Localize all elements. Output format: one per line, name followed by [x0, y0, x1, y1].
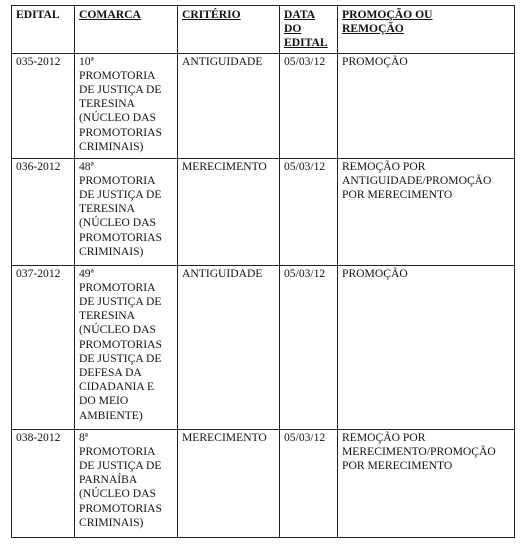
- cell-criterio: MERECIMENTO: [178, 158, 280, 265]
- header-data-do-edital: DATA DO EDITAL: [280, 6, 338, 54]
- cell-edital: 037-2012: [12, 265, 75, 429]
- cell-criterio: MERECIMENTO: [178, 429, 280, 537]
- cell-promocao: REMOÇÃO POR ANTIGUIDADE/PROMOÇÃO POR MERECIMENTO: [338, 158, 515, 265]
- cell-comarca: 10ª PROMOTORIA DE JUSTIÇA DE TERESINA (NÚCLEO DAS PROMOTORIAS CRIMINAIS): [75, 53, 178, 158]
- cell-promocao: REMOÇÃO POR MERECIMENTO/PROMOÇÃO POR MERECIMENTO: [338, 429, 515, 537]
- table-row: [12, 158, 515, 265]
- table-row: [12, 265, 515, 429]
- cell-criterio: ANTIGUIDADE: [178, 265, 280, 429]
- cell-comarca: 49ª PROMOTORIA DE JUSTIÇA DE TERESINA (NÚCLEO DAS PROMOTORIAS DE JUSTIÇA DE DEFESA DA CIDADANIA E DO MEIO AMBIENTE): [75, 265, 178, 429]
- header-criterio: CRITÉRIO: [178, 6, 280, 54]
- editais-table: [11, 5, 515, 538]
- header-edital: EDITAL: [12, 6, 75, 54]
- cell-data: 05/03/12: [280, 158, 338, 265]
- cell-comarca: 8ª PROMOTORIA DE JUSTIÇA DE PARNAÍBA (NÚCLEO DAS PROMOTORIAS CRIMINAIS): [75, 429, 178, 537]
- cell-edital: 035-2012: [12, 53, 75, 158]
- cell-data: 05/03/12: [280, 265, 338, 429]
- cell-comarca: 48ª PROMOTORIA DE JUSTIÇA DE TERESINA (NÚCLEO DAS PROMOTORIAS CRIMINAIS): [75, 158, 178, 265]
- cell-edital: 036-2012: [12, 158, 75, 265]
- cell-data: 05/03/12: [280, 53, 338, 158]
- cell-promocao: PROMOÇÃO: [338, 53, 515, 158]
- cell-edital: 038-2012: [12, 429, 75, 537]
- header-promocao-ou-remocao: PROMOÇÃO OU REMOÇÃO: [338, 6, 515, 54]
- cell-promocao: PROMOÇÃO: [338, 265, 515, 429]
- header-row: [12, 6, 515, 54]
- cell-criterio: ANTIGUIDADE: [178, 53, 280, 158]
- cell-data: 05/03/12: [280, 429, 338, 537]
- table-row: [12, 429, 515, 537]
- table-row: [12, 53, 515, 158]
- header-comarca: COMARCA: [75, 6, 178, 54]
